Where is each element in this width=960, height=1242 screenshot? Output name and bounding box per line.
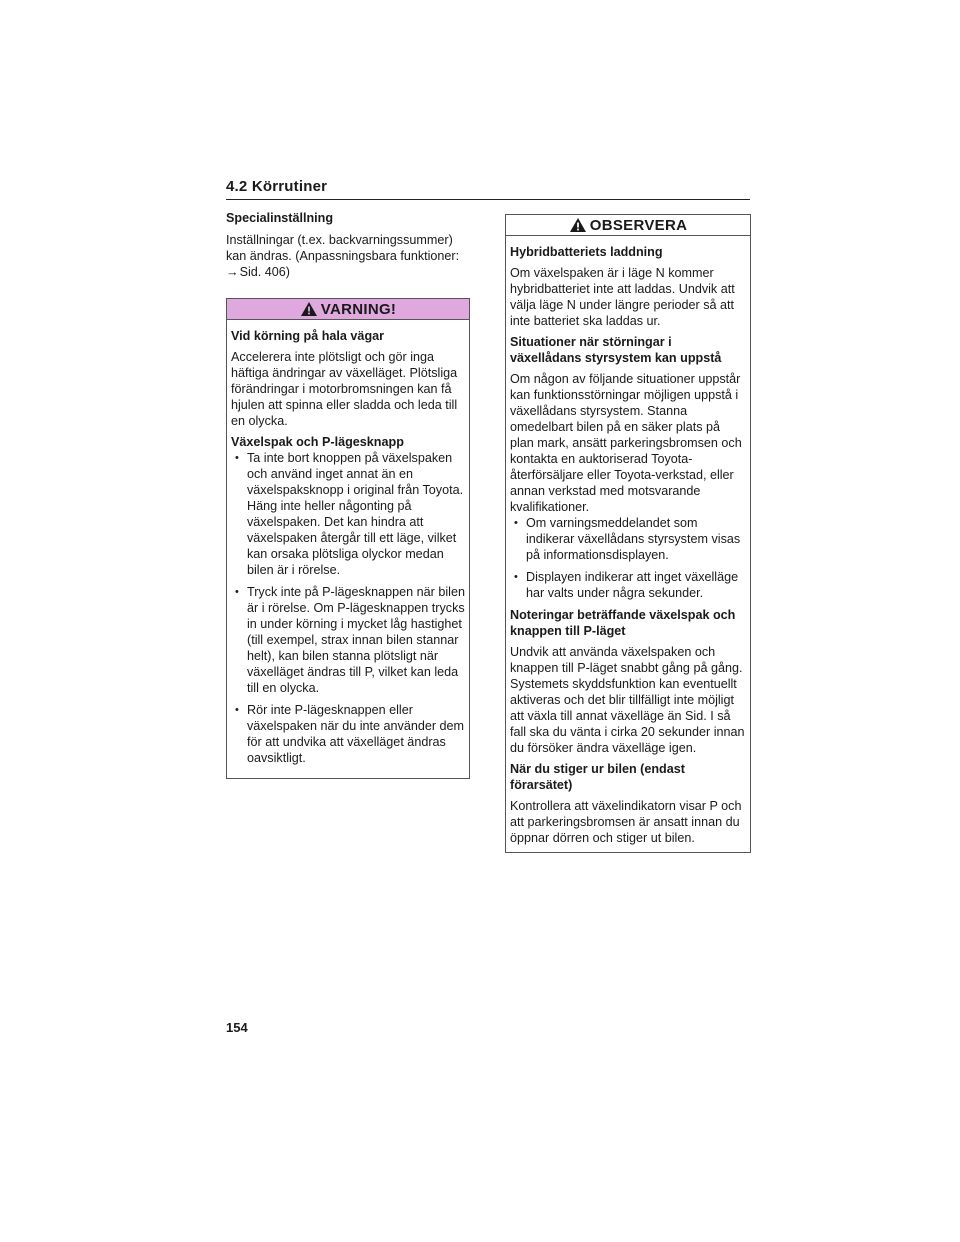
warning-body bbox=[227, 320, 469, 778]
warning-title: VARNING! bbox=[320, 300, 397, 318]
page-number: 154 bbox=[226, 1020, 248, 1035]
warning-subheading-slippery: Vid körning på hala vägar bbox=[231, 329, 385, 343]
section-title: 4.2 Körrutiner bbox=[226, 178, 328, 195]
notice-subheading-gear-notes: Noteringar beträffande växelspak och knappen till P-läget bbox=[510, 608, 736, 638]
arrow-icon: → bbox=[226, 265, 239, 279]
page-reference-link[interactable]: Sid. 406) bbox=[239, 265, 290, 279]
right-column bbox=[505, 214, 751, 853]
list-item: • Ta inte bort knoppen på växelspaken och använd inget annat än en växelspaksknopp i original från Toyota. Häng inte heller någonting på växelspaken. Det kan hindra att växelspaken återgår till ett läge, vilket kan orsaka plötsliga olyckor medan bilen är i rörelse. bbox=[231, 450, 465, 578]
notice-text-gear-notes: Undvik att använda växelspaken och knappen till P-läget snabbt gång på gång. Systemets skyddsfunktion kan eventuellt aktiveras och det blir tillfälligt inte möjligt att växla till annat växelläge än Sid. I så fall ska du vänta i cirka 20 sekunder innan du försöker ändra växelläge igen. bbox=[510, 645, 745, 755]
list-item: • Rör inte P-lägesknappen eller växelspaken när du inte använder dem för att undvika att växelläget ändras oavsiktligt. bbox=[231, 702, 465, 766]
notice-box bbox=[505, 214, 751, 853]
notice-body bbox=[506, 236, 750, 852]
notice-subheading-malfunction: Situationer när störningar i växellådans styrsystem kan uppstå bbox=[510, 335, 722, 365]
warning-bullet-list bbox=[231, 450, 465, 766]
warning-triangle-icon bbox=[569, 217, 587, 233]
left-column bbox=[226, 210, 470, 779]
list-item: • Displayen indikerar att inget växelläge har valts under några sekunder. bbox=[510, 569, 746, 601]
notice-title: OBSERVERA bbox=[589, 216, 688, 234]
special-setting-heading: Specialinställning bbox=[226, 211, 334, 225]
notice-bullet-list bbox=[510, 515, 746, 601]
notice-subheading-charging: Hybridbatteriets laddning bbox=[510, 245, 663, 259]
special-setting-paragraph bbox=[226, 232, 470, 280]
notice-subheading-exit: När du stiger ur bilen (endast förarsätet) bbox=[510, 762, 685, 792]
list-item: • Om varningsmeddelandet som indikerar växellådans styrsystem visas på informationsdisplayen. bbox=[510, 515, 746, 563]
warning-triangle-icon bbox=[300, 301, 318, 317]
warning-subheading-gear: Växelspak och P-lägesknapp bbox=[231, 435, 404, 449]
warning-box bbox=[226, 298, 470, 779]
warning-text-slippery: Accelerera inte plötsligt och gör inga häftiga ändringar av växelläget. Plötsliga förändringar i motorbromsningen kan få hjulen att spinna eller sladda och leda till en olycka. bbox=[231, 350, 458, 428]
list-item: • Tryck inte på P-lägesknappen när bilen är i rörelse. Om P-lägesknappen trycks in under körning i mycket låg hastighet (till exempel, strax innan bilen stannar helt), kan bilen stanna plötsligt när växelläget ändras till P, vilket kan leda till en olycka. bbox=[231, 584, 465, 696]
paragraph-text: Inställningar (t.ex. backvarningssummer) kan ändras. (Anpassningsbara funktioner: bbox=[226, 233, 460, 263]
warning-header bbox=[227, 299, 469, 320]
notice-text-charging: Om växelspaken är i läge N kommer hybridbatteriet inte att laddas. Undvik att välja läge N under längre perioder så att inte batteriet ska laddas ur. bbox=[510, 266, 735, 328]
notice-text-exit: Kontrollera att växelindikatorn visar P och att parkeringsbromsen är ansatt innan du öppnar dörren och stiger ut bilen. bbox=[510, 799, 742, 845]
notice-header bbox=[506, 215, 750, 236]
notice-text-malfunction: Om någon av följande situationer uppstår kan funktionsstörningar möjligen uppstå i växellådans styrsystem. Stanna omedelbart bilen på en säker plats på plan mark, ansätt parkeringsbromsen och kontakta en auktoriserad Toyota-återförsäljare eller Toyota-verkstad, eller annan verkstad med motsvarande kvalifikationer. bbox=[510, 372, 742, 514]
section-header bbox=[226, 178, 750, 200]
